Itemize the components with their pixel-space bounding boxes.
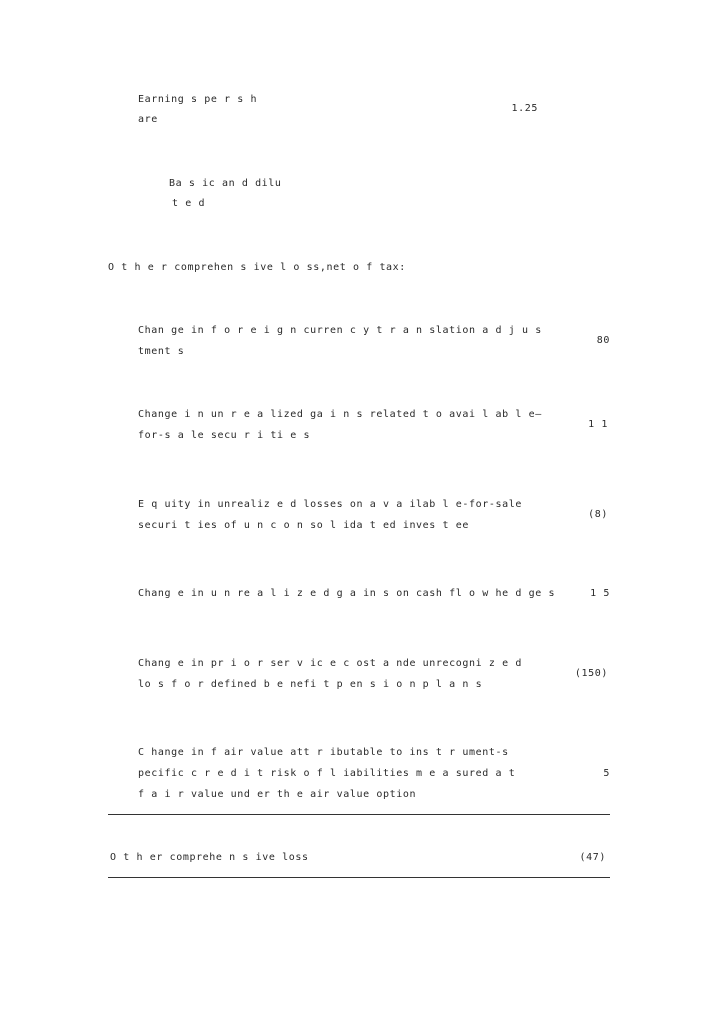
eps-sub-line1: Ba s ic an d dilu: [169, 178, 282, 189]
eps-value: 1.25: [511, 103, 538, 114]
item-4-value: (150): [574, 668, 608, 679]
item-0-line2: tment s: [138, 346, 185, 357]
item-5-value: 5: [603, 768, 610, 779]
item-5-line1: C hange in f air value att r ibutable to ins t r ument-s: [138, 747, 509, 758]
total-value: (47): [579, 852, 606, 863]
eps-label-line2: are: [138, 114, 158, 125]
item-3-line1: Chang e in u n re a l i z e d g a in s on cash fl o w he d ge s: [138, 588, 556, 599]
item-1-line2: for-s a le secu r i ti e s: [138, 430, 311, 441]
item-5-line3: f a i r value und er th e air value option: [138, 789, 417, 800]
item-0-value: 80: [596, 335, 610, 346]
eps-label-line1: Earning s pe r s h: [138, 94, 258, 105]
top-rule: [108, 814, 610, 815]
total-label: O t h er comprehe n s ive loss: [110, 852, 309, 863]
oci-header: O t h e r comprehen s ive l o ss,net o f tax:: [108, 262, 406, 273]
item-3-value: 1 5: [590, 588, 610, 599]
item-1-line1: Change i n un r e a lized ga i n s related t o avai l ab l e—: [138, 409, 542, 420]
item-2-line1: E q uity in unrealiz e d losses on a v a ilab l e-for-sale: [138, 499, 522, 510]
item-4-line1: Chang e in pr i o r ser v ic e c ost a nde unrecogni z e d: [138, 658, 522, 669]
item-5-line2: pecific c r e d i t risk o f l iabilities m e a sured a t: [138, 768, 516, 779]
bottom-rule: [108, 877, 610, 878]
item-2-line2: securi t ies of u n c o n so l ida t ed inves t ee: [138, 520, 470, 531]
item-0-line1: Chan ge in f o r e i g n curren c y t r a n slation a d j u s: [138, 325, 542, 336]
item-2-value: (8): [588, 509, 608, 520]
item-1-value: 1 1: [588, 419, 608, 430]
eps-sub-line2: t e d: [172, 198, 206, 209]
item-4-line2: lo s f o r defined b e nefi t p en s i o n p l a n s: [138, 679, 483, 690]
